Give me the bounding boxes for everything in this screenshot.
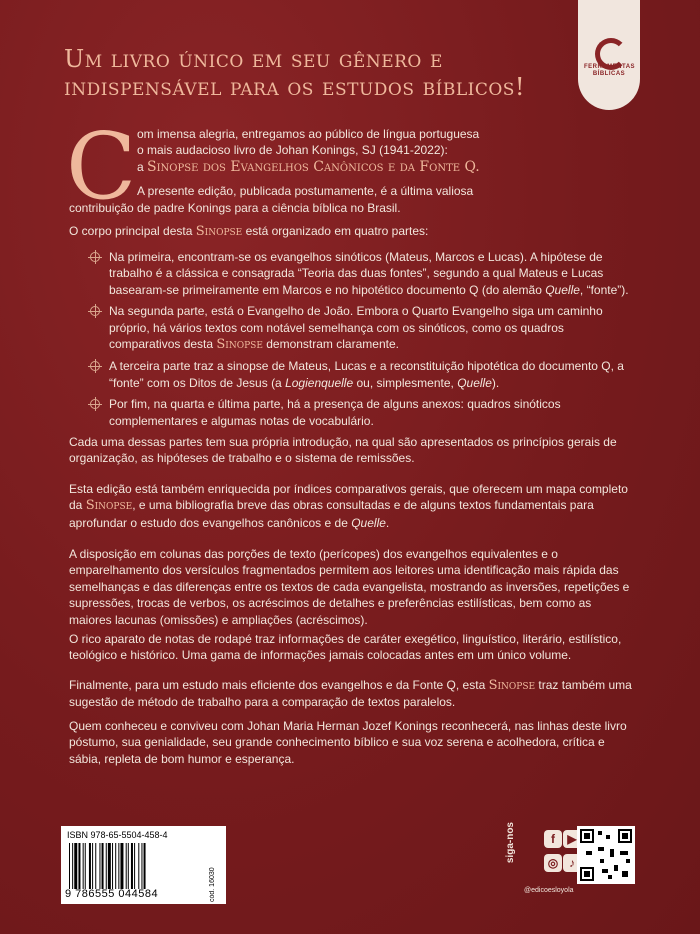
facebook-icon[interactable]: f [544, 830, 562, 848]
barcode-bar [69, 843, 70, 889]
intro-block [137, 126, 637, 175]
intro-continuation [69, 183, 629, 241]
paragraph-4: O rico aparato de notas de rodapé traz informações de caráter exegético, linguístico, literário, estilístico, teológico e histórico. Uma gama de informações jamais colocadas antes em um único volume. [69, 632, 622, 663]
tiktok-icon[interactable]: ♪ [563, 854, 581, 872]
product-code: cód. 16030 [209, 867, 216, 902]
intro-line5: contribuição de padre Konings para a ciência bíblica no Brasil. [69, 200, 401, 215]
organization-line [69, 223, 629, 241]
instagram-icon[interactable]: ◎ [544, 854, 562, 872]
intro-line2: o mais audacioso livro de Johan Konings, SJ (1941-2022): [137, 143, 448, 158]
bullet-end2: ). [491, 375, 500, 390]
barcode-bar [144, 843, 146, 889]
barcode-bar [131, 843, 133, 889]
bullet-text: Na segunda parte, está o Evangelho de João. Embora o Quarto Evangelho siga um caminho próprio, há vários textos com notável semelhança com os sinóticos, como os quadros comparativos desta [109, 304, 603, 352]
barcode-bar [118, 843, 119, 889]
p2-a: Esta edição está também enriquecida por índices comparativos gerais, que oferecem um mapa completo da [69, 482, 628, 513]
barcode-bar [92, 843, 93, 889]
bullet-end: , “fonte”). [579, 282, 629, 297]
barcode [61, 826, 226, 904]
barcode-bar [89, 843, 91, 889]
barcode-bar [95, 843, 96, 889]
bullet-em: Logienquelle [285, 375, 354, 390]
paragraph-5 [69, 677, 634, 711]
p2-c: . [385, 515, 390, 530]
intro-line3-prefix: a [137, 159, 148, 174]
org-prefix: O corpo principal desta [69, 224, 196, 238]
isbn-text: ISBN 978-65-5504-458-4 [67, 830, 168, 840]
p2-em: Quelle [351, 515, 386, 530]
bullet-sinopse: Sinopse [216, 337, 263, 353]
bullet-end: ou, simplesmente, [353, 375, 458, 390]
headline [64, 45, 584, 101]
headline-line2: indispensável para os estudos bíblicos! [64, 73, 526, 101]
bullet-text: A terceira parte traz a sinopse de Mateus, Lucas e a reconstituição hipotética do documento Q, a “fonte” com os Ditos de Jesus (a [109, 359, 624, 390]
bullet-cross-icon [90, 399, 100, 409]
barcode-bar [74, 843, 77, 889]
barcode-bar [126, 843, 127, 889]
paragraph-2 [69, 481, 634, 531]
p2-sinopse: Sinopse [85, 498, 133, 514]
seal-text: FERRAMENTAS BÍBLICAS [584, 64, 636, 77]
collection-seal [578, 0, 640, 110]
barcode-number: 9 786555 044584 [65, 888, 159, 900]
barcode-bars [69, 843, 209, 889]
paragraph-6: Quem conheceu e conviveu com Johan Maria Herman Jozef Konings reconhecerá, nas linhas deste livro póstumo, sua genialidade, seu grande conhecimento bíblico e sua voz serena e acolhedora, crítica e sábia, repleta de bom humor e esperança. [69, 719, 627, 766]
barcode-bar [138, 843, 139, 889]
bullet-em: Quelle [545, 282, 580, 297]
intro-line4: A presente edição, publicada postumamente, é a última valiosa [137, 184, 474, 198]
barcode-bar [141, 843, 142, 889]
bullet-text: Na primeira, encontram-se os evangelhos sinóticos (Mateus, Marcos e Lucas). A hipótese de trabalho é a clássica e consagrada “Teoria das duas fontes”, segundo a qual Mateus e Lucas basearam-se primeiramente em Marcos e no hipotético documento Q (do alemão [109, 250, 604, 297]
barcode-bar [99, 843, 100, 889]
bullet-end: demonstram claramente. [262, 337, 399, 352]
barcode-bar [72, 843, 73, 889]
barcode-bar [120, 843, 123, 889]
p5-a: Finalmente, para um estudo mais eficiente dos evangelhos e da Fonte Q, esta [69, 678, 489, 692]
social-handle: @edicoesloyola [524, 887, 574, 894]
list-item [93, 249, 633, 298]
youtube-icon[interactable]: ▶ [563, 830, 581, 848]
barcode-bar [106, 843, 107, 889]
barcode-bar [128, 843, 129, 889]
list-item [93, 396, 633, 429]
book-title: Sinopse dos Evangelhos Canônicos e da Fonte Q. [147, 158, 480, 175]
barcode-bar [85, 843, 86, 889]
list-item [93, 358, 633, 391]
barcode-bar [108, 843, 111, 889]
paragraph-1: Cada uma dessas partes tem sua própria introdução, na qual são apresentados os princípios gerais de organização, as hipóteses de trabalho e o sistema de remissões. [69, 435, 617, 466]
barcode-bar [112, 843, 113, 889]
bullet-cross-icon [90, 252, 100, 262]
barcode-bar [102, 843, 104, 889]
barcode-bar [134, 843, 135, 889]
org-suffix: está organizado em quatro partes: [242, 224, 429, 238]
barcode-bar [83, 843, 84, 889]
intro-line1: om imensa alegria, entregamos ao público de língua portuguesa [137, 127, 480, 141]
bullet-em2: Quelle [457, 375, 492, 390]
qr-code[interactable] [577, 826, 635, 884]
p5-b: traz também uma sugestão de método de trabalho para a comparação de textos paralelos. [69, 678, 632, 710]
intro-line3 [137, 159, 637, 175]
barcode-bar [115, 843, 116, 889]
org-sinopse: Sinopse [195, 224, 243, 239]
bullet-cross-icon [90, 306, 100, 316]
list-item [93, 303, 633, 353]
p2-b: , e uma bibliografia breve das obras consultadas e de alguns textos fundamentais para aprofundar o estudo dos evangelhos canônicos e de [69, 498, 594, 530]
bullet-cross-icon [90, 361, 100, 371]
parts-list [93, 249, 633, 434]
follow-text: siga-nos [505, 822, 516, 864]
p5-sinopse: Sinopse [488, 678, 536, 693]
follow-label [505, 822, 525, 902]
paragraph-3: A disposição em colunas das porções de texto (perícopes) dos evangelhos equivalentes e o emparelhamento dos versículos fragmentados permitem aos leitores uma identificação mais rápida das semelhanças e das diferenças entre os textos de cada evangelista, mostrando as inversões, repetições e supressões, trocas de verbos, os acréscimos de detalhes e preferências estilísticas, bem como as maiores lacunas (omissões) e ampliações (acréscimos). [69, 547, 630, 627]
bullet-text: Por fim, na quarta e última parte, há a presença de alguns anexos: quadros sinóticos complementares e algumas notas de vocabulário. [109, 397, 561, 428]
barcode-bar [78, 843, 80, 889]
headline-line1: Um livro único em seu gênero e [64, 45, 443, 73]
drop-cap: C [66, 113, 137, 220]
qr-pattern [580, 829, 632, 881]
